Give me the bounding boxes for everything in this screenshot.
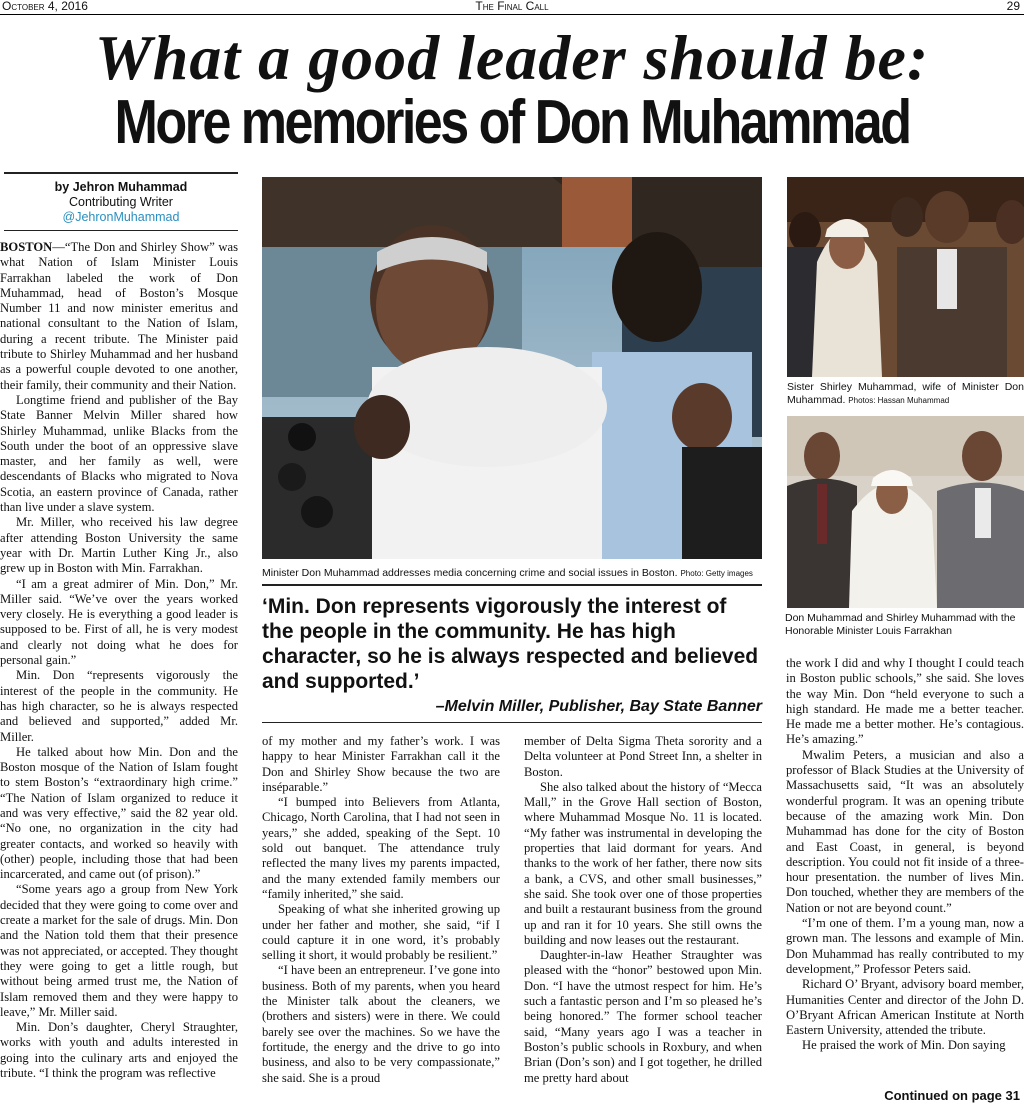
paragraph: Longtime friend and publisher of the Bay State Banner Melvin Miller shared how Shirley Muhammad, unlike Blacks from the South under the boot of an oppressive slave master, and her family as well, were descendants of Blacks who migrated to Nova Scotia, an eastern province of Canada, rather than live under a slave system. xyxy=(0,392,238,515)
top-right-photo-credit: Photos: Hassan Muhammad xyxy=(848,396,950,405)
group-portrait-photo xyxy=(787,416,1024,608)
main-headline: More memories of Don Muhammad xyxy=(114,88,910,157)
paragraph: He praised the work of Min. Don saying xyxy=(802,1038,1006,1053)
shirley-muhammad-photo xyxy=(787,177,1024,377)
article-column-4 xyxy=(786,656,1024,1086)
continued-link[interactable]: Continued on page 31 xyxy=(884,1088,1020,1103)
paragraph: “I bumped into Believers from Atlanta, Chicago, North Carolina, that I had not seen in years,” she added, speaking of the Sept. 10 sold out banquet. The attendance truly reflected the many lives my parents impacted, and the many extended family members our “family inherited,” she said. xyxy=(262,795,500,901)
paragraph: “Some years ago a group from New York decided that they were going to come over and create a market for the sale of drugs. Min. Don and the Nation told them that their presence was not appreciated, or accepted. They thought they were going to get a little rough, but without being armed trust me, the Nation of Islam removed them and they were happy to leave,” Mr. Miller said. xyxy=(0,882,238,1019)
paragraph: of my mother and my father’s work. I was happy to hear Minister Farrakhan call it the Don and Shirley Show because the two are inséparable.” xyxy=(262,734,500,794)
article-column-3 xyxy=(524,734,762,1104)
kicker-headline: What a good leader should be: xyxy=(94,22,930,93)
paragraph: He talked about how Min. Don and the Boston mosque of the Nation of Islam fought to stem Boston’s “extraordinary high crime.” “The Nation of Islam organized to reduce it and was very effective,” said the 82 year old. “No one, no organization in the city had greater contacts, and worked so heavily with (other) people, including those that had been incarcerated, and came out (of prison).” xyxy=(0,744,238,882)
paragraph: Mr. Miller, who received his law degree after attending Boston University the same year with Dr. Martin Luther King Jr., also grew up in Boston with Min. Farrakhan. xyxy=(0,515,238,576)
paragraph: Speaking of what she inherited growing up under her father and mother, she said, “if I could capture it in one word, it’s probably selling it short, it would probably be resilient.” xyxy=(262,902,500,963)
pull-quote-attribution: –Melvin Miller, Publisher, Bay State Banner xyxy=(435,698,762,715)
top-right-photo-caption: Sister Shirley Muhammad, wife of Minister Don Muhammad. Photos: Hassan Muhammad xyxy=(787,381,1024,406)
author-handle[interactable]: @JehronMuhammad xyxy=(62,210,180,224)
paragraph: BOSTON—“The Don and Shirley Show” was what Nation of Islam Minister Louis Farrakhan labeled the work of Don Muhammad, head of Boston’s Mosque Number 11 and now minister emeritus and national consultant to the Nation of Islam, during a recent tribute. The Minister paid tribute to Shirley Muhammad and her husband as a powerful couple devoted to one another, their family, their community and their Nation. xyxy=(0,240,238,392)
main-photo-caption: Minister Don Muhammad addresses media concerning crime and social issues in Boston. Photo: Getty images xyxy=(262,567,753,579)
paragraph: the work I did and why I thought I could teach in Boston public schools,” she said. She loves the way Min. Don “held everyone to such a high standard. He made me a better teacher. He made me a better mother. He’s contagious. He’s amazing.” xyxy=(786,656,1024,747)
article-column-2 xyxy=(262,734,500,1104)
press-conference-photo xyxy=(262,177,762,559)
paragraph: Min. Don “represents vigorously the interest of the people in the community. He has high character, so he is always respected and believed and supported,” added Mr. Miller. xyxy=(0,668,238,744)
page-header xyxy=(0,0,1024,15)
paragraph: She also talked about the history of “Mecca Mall,” in the Grove Hall section of Boston, where Muhammad Mosque No. 11 is located. “My father was instrumental in developing the properties that laid dormant for years. And thanks to the work of her father, there now sits a bank, a CVS, and other small businesses,” she said. She took over one of those properties and built a restaurant business from the ground up and ran it for 10 years. She still owns the building and now leases out the restaurant. xyxy=(524,779,762,947)
paragraph: “I’m one of them. I’m a young man, now a grown man. The lessons and example of Min. Don Muhammad has really contributed to my development,” Professor Peters said. xyxy=(786,916,1024,976)
dateline: BOSTON xyxy=(0,240,53,254)
author-name: by Jehron Muhammad xyxy=(54,180,188,194)
author-role: Contributing Writer xyxy=(69,195,173,209)
main-photo xyxy=(262,177,762,559)
paragraph: “I have been an entrepreneur. I’ve gone into business. Both of my parents, when you heard the Minister talk about the cleaners, we (brothers and sisters) were in there. We could barely see over the machines. So we have the fortitude, the energy and the drive to go into business, and also to be very compassionate,” she said. She is a proud xyxy=(262,963,500,1085)
main-photo-credit: Photo: Getty images xyxy=(680,569,753,578)
byline xyxy=(4,172,238,231)
issue-date: October 4, 2016 xyxy=(2,0,88,13)
publication-name: The Final Call xyxy=(475,0,549,13)
article-column-1 xyxy=(0,240,238,1102)
bottom-right-photo xyxy=(787,416,1024,608)
paragraph: Richard O’ Bryant, advisory board member, Humanities Center and director of the John D. O’Bryant African American Institute at North Eastern University, attended the tribute. xyxy=(786,977,1024,1038)
paragraph: Mwalim Peters, a musician and also a professor of Black Studies at the University of Massachusetts said, “It was an absolutely wonderful program. It was an opening tribute because of the amazing work Min. Don Muhammad has done for the city of Boston and East Coast, in general, is beyond description. You could not fit inside of a three-hour presentation. the number of lives Min. Don touched, whether they are members of the Nation or not are beyond count.” xyxy=(786,747,1024,915)
paragraph: “I am a great admirer of Min. Don,” Mr. Miller said. “We’ve over the years worked very closely. He is everything a good leader is supposed to be. First of all, he is very modest and clearly not doing what he does for personal gain.” xyxy=(0,576,238,668)
top-right-photo xyxy=(787,177,1024,377)
page-number: 29 xyxy=(1006,0,1020,13)
paragraph: Min. Don’s daughter, Cheryl Straughter, works with youth and adults interested in going into the culinary arts and enjoyed the tribute. “I think the program was reflective xyxy=(0,1020,238,1081)
bottom-right-photo-caption: Don Muhammad and Shirley Muhammad with the Honorable Minister Louis Farrakhan xyxy=(785,612,1016,637)
pull-quote xyxy=(262,584,762,723)
paragraph: member of Delta Sigma Theta sorority and a Delta volunteer at Pond Street Inn, a shelter in Boston. xyxy=(524,734,762,779)
paragraph: Daughter-in-law Heather Straughter was pleased with the “honor” bestowed upon Min. Don. “I have the utmost respect for him. He’s such a fantastic person and I’m so pleased he’s being honored.” The former school teacher said, “Many years ago I was a teacher in Boston’s public schools in Roxbury, and when Brian (Don’s son) and I got together, he drilled me pretty hard about xyxy=(524,948,762,1085)
pull-quote-text: ‘Min. Don represents vigorously the interest of the people in the community. He has high character, so he is always respected and believed and supported.’ xyxy=(262,595,759,693)
